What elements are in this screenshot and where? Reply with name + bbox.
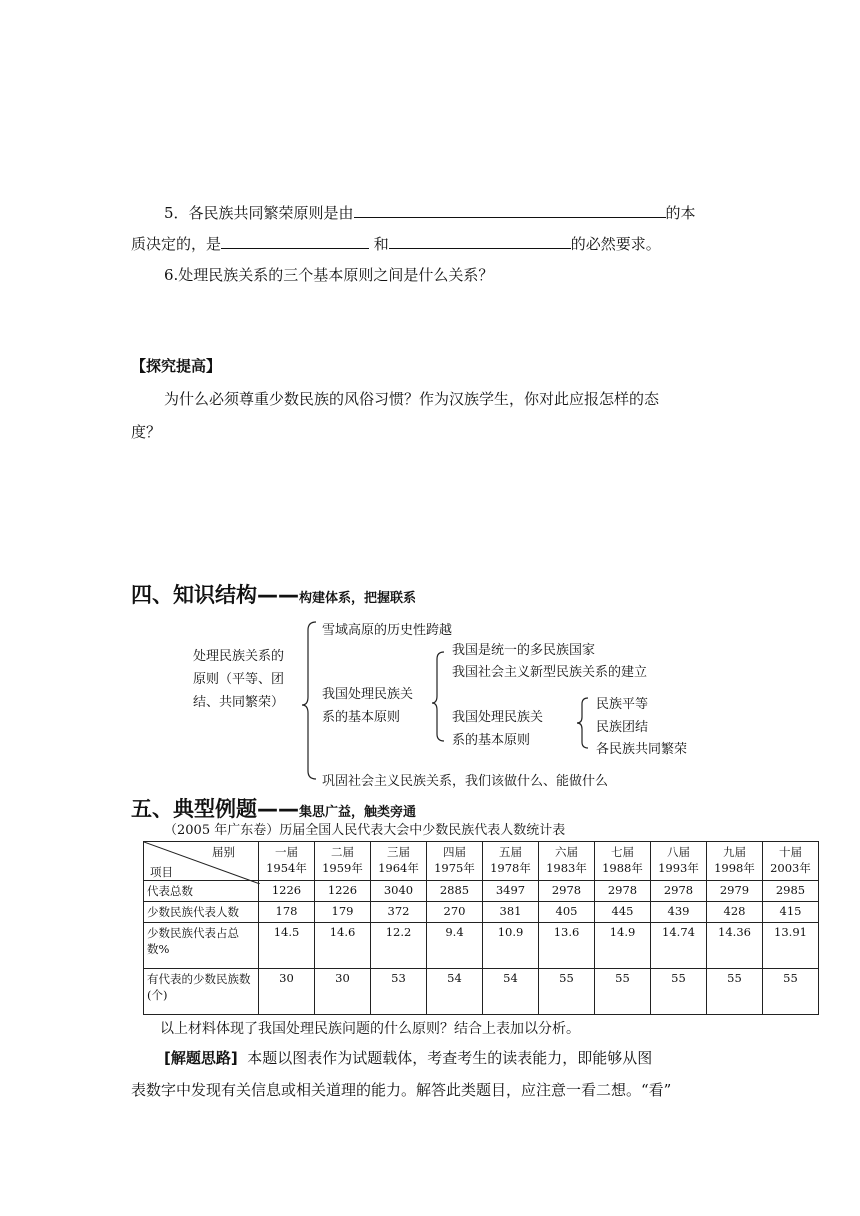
- session-header: 二届 1959年: [315, 842, 371, 881]
- session-header: 十届 2003年: [763, 842, 819, 881]
- structure-leaf-equality: 民族平等: [596, 697, 649, 712]
- table-row: 有代表的少数民族数(个) 30 30 53 54 54 55 55 55 55 55: [144, 969, 819, 1015]
- session-header: 七届 1988年: [595, 842, 651, 881]
- session-header: 一届 1954年: [259, 842, 315, 881]
- structure-branch2-sub3: 我国处理民族关 系的基本原则: [452, 710, 544, 748]
- table-row: 少数民族代表人数 178 179 372 270 381 405 445 439 428 415: [144, 902, 819, 923]
- table-row: 代表总数 1226 1226 3040 2885 3497 2978 2978 2978 2979 2985: [144, 881, 819, 902]
- question-6: 6.处理民族关系的三个基本原则之间是什么关系？: [164, 266, 494, 284]
- session-header: 四届 1975年: [427, 842, 483, 881]
- table-row: 少数民族代表占总数% 14.5 14.6 12.2 9.4 10.9 13.6 14.9 14.74 14.36 13.91: [144, 923, 819, 969]
- session-header: 五届 1978年: [483, 842, 539, 881]
- section5-heading: 五、典型例题——集思广益，触类旁通: [131, 797, 417, 821]
- solution-label: [解题思路]: [164, 1049, 238, 1067]
- structure-root: 处理民族关系的 原则（平等、团 结、共同繁荣）: [193, 649, 285, 710]
- session-header: 三届 1964年: [371, 842, 427, 881]
- table-question-text: 以上材料体现了我国处理民族问题的什么原则？结合上表加以分析。: [160, 1021, 580, 1037]
- structure-leaf-unity: 民族团结: [596, 720, 649, 735]
- session-header: 八届 1993年: [651, 842, 707, 881]
- structure-branch2-sub1: 我国是统一的多民族国家: [452, 643, 596, 658]
- table-header-row: [144, 842, 819, 881]
- question-5-line2: 质决定的，是 和 的必然要求。: [131, 235, 661, 253]
- structure-branch2-sub2: 我国社会主义新型民族关系的建立: [452, 665, 648, 680]
- session-header: 九届 1998年: [707, 842, 763, 881]
- explore-line1: 为什么必须尊重少数民族的风俗习惯？作为汉族学生，你对此应报怎样的态: [164, 390, 660, 408]
- section4-heading: 四、知识结构——构建体系，把握联系: [131, 583, 417, 607]
- solution-line2: 表数字中发现有关信息或相关道理的能力。解答此类题目，应注意一看二想。“看”: [131, 1081, 672, 1099]
- question-5-line1: 5．各民族共同繁荣原则是由 的本: [164, 204, 696, 222]
- explore-line2: 度？: [131, 423, 162, 441]
- structure-branch2: 我国处理民族关 系的基本原则: [322, 687, 414, 725]
- table-caption: （2005 年广东卷）历届全国人民代表大会中少数民族代表人数统计表: [164, 823, 566, 838]
- structure-branch3: 巩固社会主义民族关系，我们该做什么、能做什么: [322, 774, 609, 789]
- structure-branch1: 雪域高原的历史性跨越: [322, 623, 453, 638]
- explore-heading: 【探究提高】: [131, 357, 222, 375]
- session-header: 六届 1983年: [539, 842, 595, 881]
- solution-line1: [解题思路] 本题以图表作为试题载体，考查考生的读表能力，即能够从图: [164, 1049, 653, 1067]
- statistics-table: [143, 841, 819, 1015]
- structure-leaf-prosperity: 各民族共同繁荣: [596, 742, 688, 757]
- table-corner-cell: 届别 项目: [144, 842, 259, 881]
